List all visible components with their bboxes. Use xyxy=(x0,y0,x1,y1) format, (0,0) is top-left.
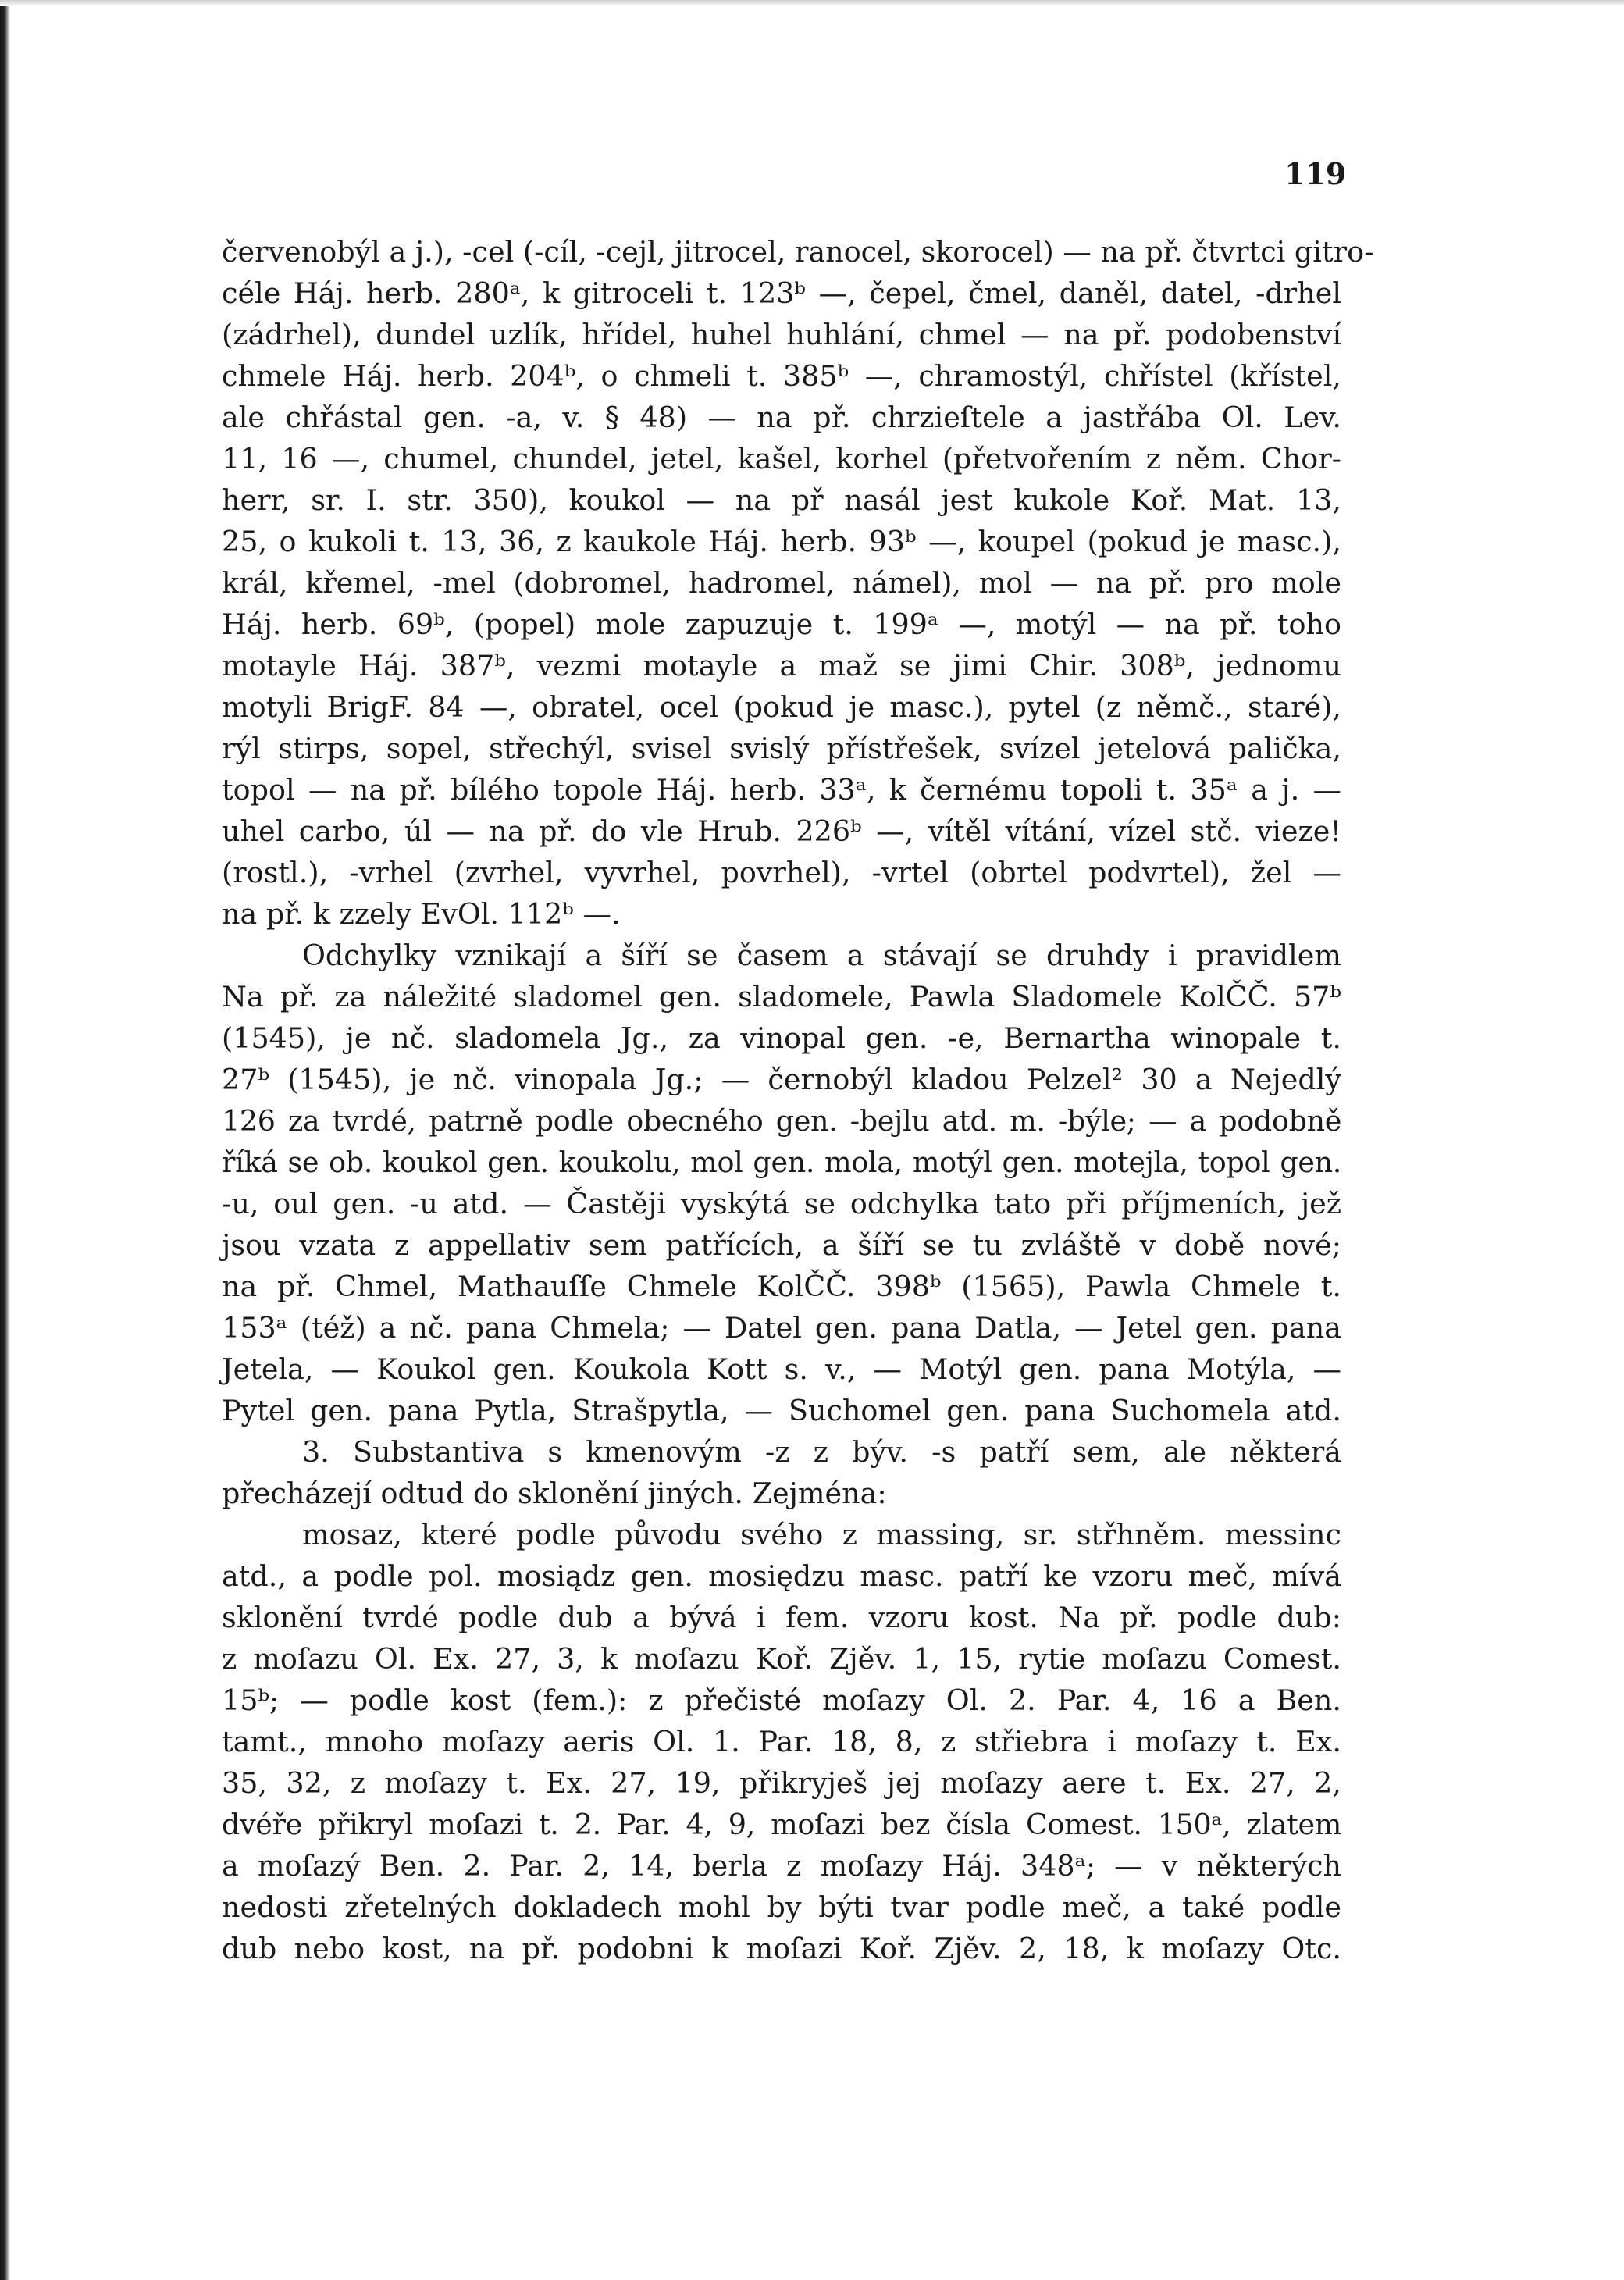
text-line: král, křemel, -mel (dobromel, hadromel, námel), mol — na př. pro mole xyxy=(222,566,1341,600)
text-line: 153ᵃ (též) a nč. pana Chmela; — Datel gen. pana Datla, — Jetel gen. pana xyxy=(222,1311,1341,1345)
text-line: nedosti zřetelných dokladech mohl by býti tvar podle meč, a také podle xyxy=(222,1890,1341,1924)
text-line: rýl stirps, sopel, střechýl, svisel svislý přístřešek, svízel jetelová palička, xyxy=(222,732,1341,765)
text-line: z moſazu Ol. Ex. 27, 3, k moſazu Koř. Zjěv. 1, 15, rytie moſazu Comest. xyxy=(222,1642,1341,1676)
scan-top-edge xyxy=(0,0,1624,6)
scan-left-edge xyxy=(0,0,11,2280)
text-line: uhel carbo, úl — na př. do vle Hrub. 226ᵇ —, vítěl vítání, vízel stč. vieze! xyxy=(222,814,1341,848)
text-line: 3. Substantiva s kmenovým -z z býv. -ѕ patří sem, ale některá xyxy=(302,1435,1341,1469)
text-line: přecházejí odtud do sklonění jiných. Zejména: xyxy=(222,1477,887,1510)
text-line: sklonění tvrdé podle dub a bývá i fem. vzoru kost. Na př. podle dub: xyxy=(222,1601,1341,1634)
text-line: říká se ob. koukol gen. koukolu, mol gen. mola, motýl gen. motejla, topol gen. xyxy=(222,1145,1341,1179)
text-line: topol — na př. bílého topole Háj. herb. 33ᵃ, k černému topoli t. 35ᵃ a j. — xyxy=(222,773,1341,807)
text-line: Pytel gen. pana Pytla, Strašpytla, — Suchomel gen. pana Suchomela atd. xyxy=(222,1394,1341,1427)
text-line: a moſazý Ben. 2. Par. 2, 14, berla z moſazy Háj. 348ᵃ; — v některých xyxy=(222,1849,1341,1883)
text-line: motayle Háj. 387ᵇ, vezmi motayle a maž se jimi Chir. 308ᵇ, jednomu xyxy=(222,649,1341,682)
text-line: Jetela, — Koukol gen. Koukola Kott s. v., — Motýl gen. pana Motýla, — xyxy=(222,1352,1341,1386)
text-line: Háj. herb. 69ᵇ, (popel) mole zapuzuje t. 199ᵃ —, motýl — na př. toho xyxy=(222,607,1341,641)
text-line: chmele Háj. herb. 204ᵇ, o chmeli t. 385ᵇ —, chramostýl, chřístel (křístel, xyxy=(222,359,1341,393)
text-line: na př. Chmel, Mathauſſe Chmele KolČČ. 398ᵇ (1565), Pawla Chmele t. xyxy=(222,1270,1341,1303)
page-number: 119 xyxy=(1284,156,1347,191)
text-line: 25, o kukoli t. 13, 36, z kaukole Háj. herb. 93ᵇ —, koupel (pokud je masc.), xyxy=(222,525,1341,558)
text-line: 126 za tvrdé, patrně podle obecného gen. -bejlu atd. m. -býle; — a podobně xyxy=(222,1104,1341,1138)
text-line: -u, oul gen. -u atd. — Častěji vyskýtá se odchylka tato při příjmeních, jež xyxy=(222,1187,1341,1220)
text-line: 35, 32, z moſazy t. Ex. 27, 19, přikryješ jej moſazy aere t. Ex. 27, 2, xyxy=(222,1766,1341,1800)
text-line: herr, sr. I. str. 350), koukol — na př nasál jest kukole Koř. Mat. 13, xyxy=(222,483,1341,517)
body-text xyxy=(222,231,1374,1969)
text-line: červenobýl a j.), -cel (-cíl, -cejl, jitrocel, ranocel, skorocel) — na př. čtvrtci gitro- xyxy=(222,235,1374,269)
text-line: atd., a podle pol. mosiądz gen. mosiędzu masc. patří ke vzoru meč, mívá xyxy=(222,1559,1341,1593)
text-line: céle Háj. herb. 280ᵃ, k gitroceli t. 123ᵇ —, čepel, čmel, daněl, datel, -drhel xyxy=(222,276,1341,310)
text-line: Na př. za náležité sladomel gen. sladomele, Pawla Sladomele KolČČ. 57ᵇ xyxy=(222,980,1341,1014)
text-line: mosaz, které podle původu svého z massing, sr. střhněm. messinc xyxy=(302,1518,1341,1551)
text-line: motyli BrigF. 84 —, obratel, ocel (pokud je masc.), pytel (z němč., staré), xyxy=(222,690,1341,724)
text-line: dub nebo kost, na př. podobni k moſazi Koř. Zjěv. 2, 18, k moſazy Otc. xyxy=(222,1932,1341,1965)
text-line: 27ᵇ (1545), je nč. vinopala Jg.; — černobýl kladou Pelzel² 30 a Nejedlý xyxy=(222,1063,1341,1096)
text-line: ale chřástal gen. -a, v. § 48) — na př. chrzieſtele a jastřába Ol. Lev. xyxy=(222,401,1341,434)
text-line: 11, 16 —, chumel, chundel, jetel, kašel, korhel (přetvořením z něm. Chor- xyxy=(222,442,1341,476)
text-line: na př. k zzely EvOl. 112ᵇ —. xyxy=(222,897,621,931)
text-line: 15ᵇ; — podle kost (fem.): z přečisté moſazy Ol. 2. Par. 4, 16 a Ben. xyxy=(222,1683,1341,1717)
text-line: (zádrhel), dundel uzlík, hřídel, huhel huhlání, chmel — na př. podobenství xyxy=(222,318,1341,351)
text-line: jsou vzata z appellativ sem patřících, a šíří se tu zvláště v době nové; xyxy=(222,1228,1341,1262)
text-line: (1545), je nč. sladomela Jg., za vinopal gen. -e, Bernartha winopale t. xyxy=(222,1021,1341,1055)
text-line: tamt., mnoho moſazy aeris Ol. 1. Par. 18, 8, z střiebra i moſazy t. Ex. xyxy=(222,1725,1341,1758)
text-line: (rostl.), -vrhel (zvrhel, vyvrhel, povrhel), -vrtel (obrtel podvrtel), žel — xyxy=(222,856,1341,889)
text-line: dvéře přikryl moſazi t. 2. Par. 4, 9, moſazi bez čísla Comest. 150ᵃ, zlatem xyxy=(222,1808,1341,1841)
text-line: Odchylky vznikají a šíří se časem a stávají se druhdy i pravidlem xyxy=(302,939,1341,972)
